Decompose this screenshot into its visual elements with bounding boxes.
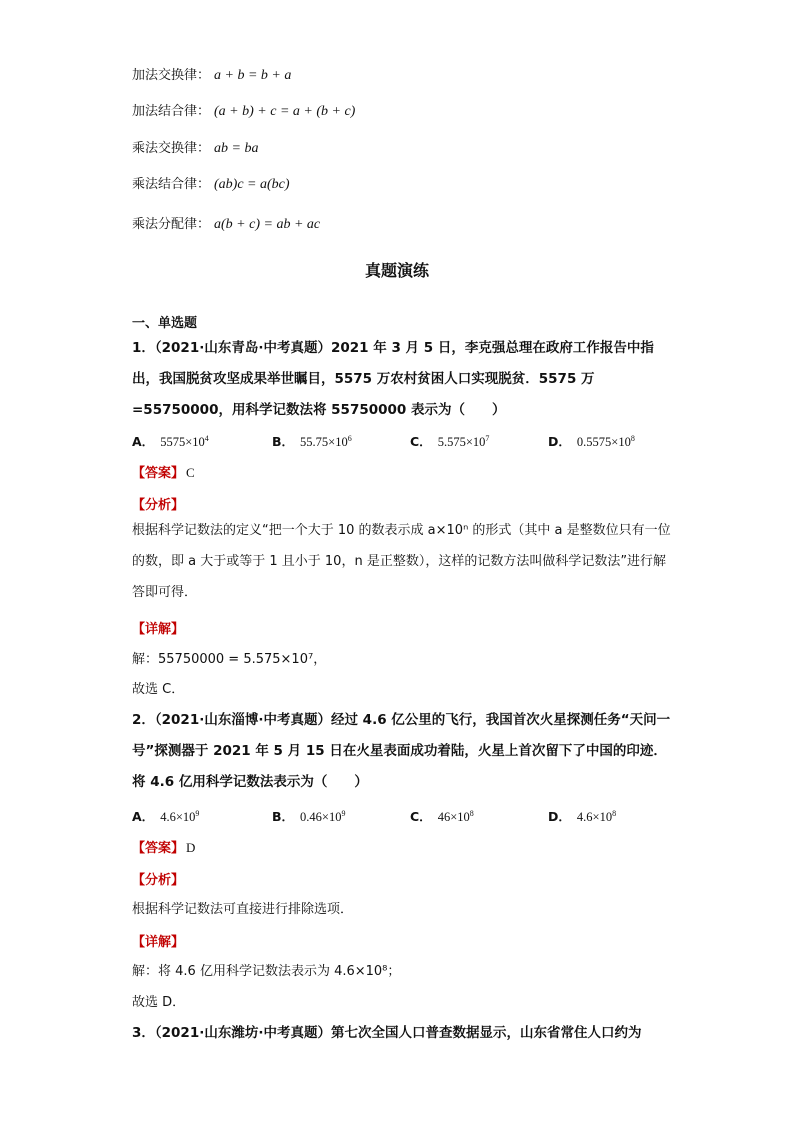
option-base: 4.6×10 — [576, 810, 613, 824]
law-formula: a + b = b + a — [214, 68, 292, 83]
law-row — [132, 139, 258, 159]
q1-option-b — [272, 432, 352, 450]
question-2-stem: 2．（2021·山东淄博·中考真题）经过 4.6 亿公里的飞行，我国首次火星探测任务“天问一号”探测器于 2021 年 5 月 15 日在火星表面成功着陆，火星上首次留下了中国的印迹．将 4.6 亿用科学记数法表示为（ ） — [132, 712, 671, 790]
option-letter: A． — [132, 809, 155, 824]
option-exponent: 9 — [341, 808, 346, 818]
law-label: 加法交换律： — [132, 68, 211, 83]
option-base: 0.5575×10 — [576, 435, 631, 449]
q1-analysis-text: 根据科学记数法的定义“把一个大于 10 的数表示成 a×10ⁿ 的形式（其中 a 是整数位只有一位的数，即 a 大于或等于 1 且小于 10，n 是正整数），这样的记数方法叫做科学记数法”进行解答即可得． — [132, 523, 671, 600]
option-letter: A． — [132, 434, 155, 449]
q2-answer — [132, 837, 195, 856]
option-base: 46×10 — [437, 810, 470, 824]
q1-option-d — [548, 432, 635, 450]
question-3-stem: 3．（2021·山东潍坊·中考真题）第七次全国人口普查数据显示，山东省常住人口约为 — [132, 1025, 642, 1041]
answer-value: C — [186, 465, 195, 480]
law-row — [132, 66, 291, 86]
answer-value: D — [186, 840, 196, 855]
q2-option-d — [548, 807, 616, 825]
option-base: 5575×10 — [160, 435, 205, 449]
option-letter: C． — [410, 809, 432, 824]
law-row — [132, 215, 320, 235]
law-label: 乘法结合律： — [132, 177, 211, 192]
q2-analysis-label: 【分析】 — [132, 873, 185, 888]
option-exponent: 9 — [195, 808, 200, 818]
option-exponent: 8 — [469, 808, 474, 818]
q1-detail-text: 解：55750000 = 5.575×10⁷， — [132, 652, 327, 667]
q1-detail-label: 【详解】 — [132, 622, 185, 637]
option-base: 0.46×10 — [300, 810, 342, 824]
q2-detail-text: 解：将 4.6 亿用科学记数法表示为 4.6×10⁸； — [132, 964, 401, 979]
law-formula: (a + b) + c = a + (b + c) — [214, 104, 356, 119]
law-label: 乘法交换律： — [132, 141, 211, 156]
answer-label: 【答案】 — [132, 841, 185, 856]
option-letter: D． — [548, 434, 571, 449]
option-exponent: 6 — [347, 433, 352, 443]
q2-option-b — [272, 807, 345, 825]
q1-option-a — [132, 432, 209, 450]
q1-answer — [132, 462, 195, 481]
option-letter: B． — [272, 809, 295, 824]
law-row — [132, 102, 355, 122]
option-exponent: 7 — [485, 433, 490, 443]
option-base: 5.575×10 — [437, 435, 486, 449]
answer-label: 【答案】 — [132, 466, 185, 481]
question-1-stem: 1．（2021·山东青岛·中考真题）2021 年 3 月 5 日，李克强总理在政府工作报告中指出，我国脱贫攻坚成果举世瞩目，5575 万农村贫困人口实现脱贫．5575 万=55750000，用科学记数法将 55750000 表示为（ ） — [132, 340, 654, 418]
option-letter: D． — [548, 809, 571, 824]
option-base: 4.6×10 — [160, 810, 196, 824]
q1-conclusion: 故选 C． — [132, 682, 185, 697]
law-label: 乘法分配律： — [132, 217, 211, 232]
law-formula: a(b + c) = ab + ac — [214, 217, 321, 232]
law-label: 加法结合律： — [132, 104, 211, 119]
option-exponent: 8 — [612, 808, 617, 818]
option-letter: C． — [410, 434, 432, 449]
q2-option-c — [410, 807, 474, 825]
law-row — [132, 175, 290, 195]
q1-option-c — [410, 432, 489, 450]
law-formula: (ab)c = a(bc) — [214, 177, 290, 192]
section-title: 真题演练 — [364, 261, 429, 280]
section-heading: 一、单选题 — [132, 316, 198, 331]
option-exponent: 4 — [204, 433, 209, 443]
q1-analysis-label: 【分析】 — [132, 498, 185, 513]
option-base: 55.75×10 — [300, 435, 348, 449]
law-formula: ab = ba — [214, 141, 259, 156]
q2-detail-label: 【详解】 — [132, 935, 185, 950]
q2-conclusion: 故选 D． — [132, 995, 186, 1010]
q2-analysis-text: 根据科学记数法可直接进行排除选项． — [132, 902, 354, 917]
option-letter: B． — [272, 434, 295, 449]
q2-option-a — [132, 807, 199, 825]
option-exponent: 8 — [630, 433, 635, 443]
